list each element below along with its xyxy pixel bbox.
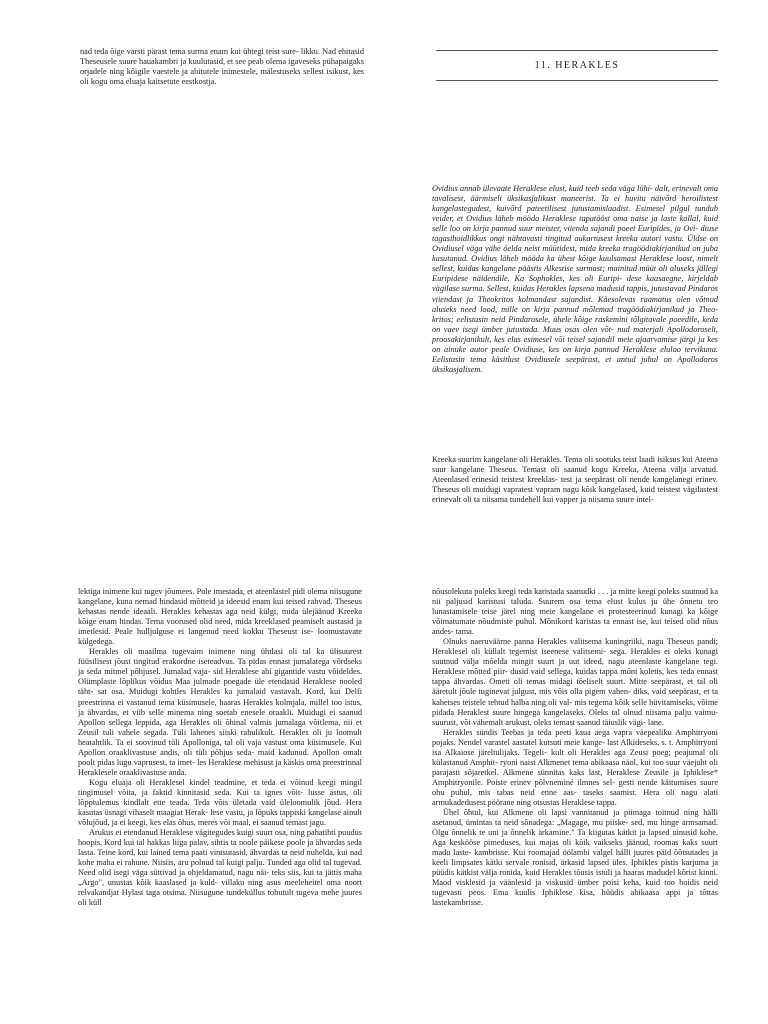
text-line: mööda ka ühest kõige kuulsamast Heraklese loost, nimelt sellest,: [432, 254, 718, 274]
paragraph: [432, 184, 718, 375]
text-line: otsustas Heraklese tappa.: [533, 797, 617, 807]
text-line: on kirja pannud suur meister, viienda sajandi poeet Euripides, ja Ovi-: [462, 224, 699, 234]
text-line: tema käsitlust Ovidiusele seepärast, et antud juhul on Apollodoros: [470, 354, 718, 364]
text-line: ähvardas. Ometi oli temas midagi tõeliselt suurt. Mitte seepärast,: [453, 677, 684, 687]
text-line: kritos; eelistasin neid Pindarosele, ühele kõige raskemini tõlgitavale: [432, 314, 667, 324]
text-line: dalt, erinevalt oma tavalisest, äärmiselt üksikasjalikust maneerist. Ta: [432, 184, 718, 204]
text-line: Ovidiuse, kes on kirja pannud Heraklese eluloo tervikuna. Eelistasin: [432, 344, 718, 364]
text-line: ning hälli asetanud, ümintas ta neid sõnadega: „Magage, mu piiske-: [432, 808, 719, 828]
text-line: ja abitutele inimestele, mälestuseks sellest isikust, kes oli kogu oma: [80, 67, 364, 87]
text-line: nud materjali Apollodoroselt, proosakirjanikult, kes elas esimesel või: [432, 324, 719, 344]
text-line: elust kulus ju ühe õnnetu teo lunastamisele teise järel ning meie: [432, 597, 719, 617]
chapter-intro-italic: [432, 184, 718, 375]
text-line: pahatihti puudus hoopis. Kord kui tal hakkas liiga palav, sihtis ta: [78, 828, 363, 848]
chapter-heading: [436, 46, 718, 82]
text-line: kehastas aga neid külgi, mida ülejäänud Kreeka kõige enam hindas.: [78, 607, 363, 627]
text-line: noole päikese poole ja ähvardas seda lasta. Teine kord, kui lained: [78, 838, 362, 858]
heading-top-rule: [436, 50, 718, 51]
text-line: maid kadunud. Apollon omalt poolt pidas lugu vaprusest, ta imet-: [78, 747, 363, 767]
text-line: otsima. Niisugune tundeküllus tohutult tugeva mehe juures oli küll: [78, 888, 362, 908]
text-line: pistis karjuma ja püüdis kätkist välja ronida, kuid Herakles tõusis: [432, 858, 719, 878]
text-line: olema niisugune kangelane, kuna nemad hindasid mõtteid ja ideesid: [78, 587, 362, 607]
text-line: kolmjala, millel too istus, ja ähvardas, et viib selle minema ning: [78, 697, 362, 717]
text-line: gesti nende käitumises suure ohu puhul, mis tabas neid enne aas-: [432, 777, 719, 797]
text-line: autori vastu. Üldse on Ovidiusel väga vähe öelda neist müütidest,: [432, 234, 718, 254]
paragraph: [78, 778, 362, 828]
text-line: lusse astus, oli lõpptulemus kindlalt ette teada. Teda võis ületada: [78, 787, 362, 807]
text-line: kui majas oli kõik vaikseks jäänud, roomas kaks suurt madu laste-: [432, 838, 718, 858]
text-line: istuli ja haaras madudel kõrist kinni. Maod visklesid ja väänlesid ja: [432, 868, 719, 888]
bottom-right-text-column: [432, 587, 718, 909]
paragraph: [432, 637, 718, 727]
text-line: poeedile, keda on vaev isegi ümber jutustada. Muus osas olen võt-: [432, 314, 718, 334]
text-line: kambrisse. Kui roomajad öölambi valgel hälli juures päid õõtsutades: [474, 848, 710, 858]
text-line: ei huvitu näivõrd heroilistest kangelastegudest, kuivõrd pateetilisest: [432, 194, 718, 214]
bottom-left-text-column: [78, 587, 362, 909]
text-line: lane.: [647, 717, 664, 727]
text-line: ryoni naist Alkmenet tema abikaasa näol, kui too suur väejuht oli: [500, 757, 718, 767]
text-line: aga Herakles oli õhinal valmis jumalaga võitlema, nii et Zeusil tuli: [78, 717, 363, 737]
paragraph: [432, 728, 718, 808]
text-line: diuse tagasihoidlikkus ongi nähtavasti tingitud aukartusest kreeka: [432, 224, 719, 244]
text-line: dese kaasaegne, kirjeldab vägilase surma. Sellest, kuidas Herakles: [432, 274, 718, 294]
text-line: oraaklivastuse anda.: [119, 767, 187, 777]
text-line: kes elas õhus, meres või maal, ei saanud temast jagu.: [149, 818, 326, 828]
text-line: jutustamislaadist. Esimesel pilgul tundub veider, et Ovidius läheb: [432, 204, 718, 224]
text-line: enam kui teised rahvad. Theseus kehastas nende ideaali. Herakles: [78, 597, 362, 617]
text-line: kuulis Iphiklese kisa, hüüdis abikaasa appi ja tõttas lastekambrisse.: [432, 888, 719, 908]
text-line: eluaja kaitsetute eestkostja.: [125, 77, 217, 87]
text-line: üksikasjalisem.: [432, 364, 483, 374]
text-line: vahele segada. Tüli lahenes siiski rahulikult. Herakles oli ju loomult: [117, 727, 362, 737]
text-line: loomustavate külgedega.: [78, 627, 362, 647]
text-line: teisel sajandil meie ajaarvamise järgi ja kes on ainuke autor peale: [432, 334, 719, 354]
text-line: lapsena madusid tappis, jutustavad Pindaros viiendast ja Theokritos: [432, 284, 718, 304]
text-line: dusid vaid sellega, kuidas tappa mõni koletis, kes teda ennast tappa: [432, 667, 719, 687]
text-line: suure hingega kangelaseks. Oleks tal olnud niisama palju vaimu-: [492, 707, 718, 717]
text-line: see peab olema igaveseks pühapaigaks orjadele ning kõigile vaestele: [80, 57, 365, 77]
text-line: mingil tingimusel võita, ja faktid kinnitasid seda. Kui ta ignes võit-: [78, 777, 363, 797]
paragraph: [432, 808, 718, 908]
text-line: Tema voorused olid need, mida kreeklased peamiselt austasid ja: [145, 617, 362, 627]
text-line: Herakles sündis Teebas ja teda peeti kaua aega vapra väepealiku: [443, 727, 672, 737]
text-line: tugevad. Need olid isegi väga süttivad ja ohjeldamatud, nagu näi-: [78, 858, 362, 878]
text-line: suurust, või vähemalt arukust, oleks temast saanud täiuslik vägi-: [432, 717, 646, 727]
text-line: imetlesid. Peale hulljulguse ei langenud need kokku Theseust ise-: [78, 627, 314, 637]
paragraph: [78, 828, 362, 908]
text-line: kolmandast sajandist. Käesolevas raamatus olen võtnud aluseks need: [432, 294, 719, 314]
text-line: kuidas kangelane päästis Alkestise surmast; mainitud müüt oli: [457, 264, 668, 274]
text-line: erinevalt oli ta niisama tundehell kui vapper ja niisama suure intel-: [432, 495, 654, 505]
text-line: Theseus pandi; Heraklesel oli küllalt tegemist iseenese valitsemi-: [432, 637, 718, 657]
text-line: aluseks jällegi Euripidese näidendile. Ka Sophokles, kes oli Euripi-: [432, 264, 719, 284]
text-line: tama.: [455, 627, 474, 637]
heading-bottom-rule: [436, 80, 718, 81]
text-line: taseks saamist. Hera oli nagu alati armukadedusest pöörane ning: [432, 787, 718, 807]
text-line: mis tegema kõik selle hüvitamiseks, võime pidada Heraklest: [432, 697, 718, 717]
text-line: ülisuurest füüsilisest jõust tingitud erakordne iseteadvus. Ta pidas: [78, 647, 362, 667]
text-line: viskusid ümber poisi keha, kuid too hoidis neid tugevasti peos. Ema: [432, 878, 719, 898]
text-line: teks siis, kui ta jättis maha „Argo", unustas kõik kaaslased ja kuld-: [78, 868, 362, 888]
text-line: villaku ning asus meeleheitel oma noort relvakandjat Hylast taga: [78, 878, 362, 898]
right-top-text-column: [432, 455, 718, 505]
text-line: soetab enesele oraakli. Muidugi ei saanud Apollon sellega leppida,: [78, 707, 362, 727]
chapter-title: 11. HERAKLES: [534, 60, 620, 71]
text-line: sega. Herakles ei oleks kunagi suutnud välja mõelda mingit suurt: [432, 647, 718, 667]
text-line: test ja seepärast oli nende kangelanegi erinev. Theseus oli muidugi: [432, 475, 718, 495]
text-line: lood, mille on kirja pannud mõlemad tragöödiakirjanikud ja Theo-: [480, 304, 718, 314]
paragraph: [78, 647, 362, 778]
text-line: tema paati vintsutasid, ähvardas ta neid nuhelda, kui nad kohe maha: [78, 848, 362, 868]
text-line: Kreeka suurim kangelane oli Herakles. Tema oli sootuks teist laadi: [432, 455, 656, 464]
paragraph: [432, 455, 718, 505]
text-line: nõusolekuta poleks keegi teda karistada saanudki . . . ja mitte keegi: [432, 587, 656, 596]
text-line: võidus Maa julmade poegade üle etendasid Heraklese nooled täht-: [78, 677, 362, 697]
text-line: poleks suutnud ka nii paljusid karistusi taluda. Suurem osa tema: [432, 587, 719, 607]
text-line: mööda Heraklese tapatööst oma naise ja laste kallal, kuid selle loo: [432, 214, 718, 234]
text-line: ennast jumalatega võrdseks ja seda mitmel põhjusel. Jumalad vaja-: [78, 657, 362, 677]
text-line: sed, mu hinge armsamad. Olgu õnnelik te uni ja õnnelik ärkamine.": [432, 818, 718, 838]
text-line: lese vastu, ja lõpuks tappiski kangelase ainult võlujõud, ja ei keegi,: [78, 808, 362, 828]
text-line: ja Iphiklese* Amphitryonile. Poiste erinev põlvneminé ilmnes sel-: [432, 767, 718, 787]
text-line: Arukus ei etendanud Heraklese vägitegudes kuigi suurt osa, ning: [89, 828, 305, 838]
text-line: isiksus kui Ateena suur kangelane Theseus. Temast oli saanud kogu: [432, 455, 718, 475]
text-line: mida kreeka tragöödiakirjanikud on juba kasutanud. Ovidius läheb: [432, 244, 718, 264]
text-line: Ta kiigutas kätkit ja lapsed uinusid kohe. Aga keskööse pimeduses,: [432, 828, 718, 848]
text-line: küsimusele. Kui Apollon oraaklivastuse andis, oli tüli põhjus seda-: [78, 737, 362, 757]
text-line: kangelane ei protesteerinud kunagi ka kõige võimatumate nõudmiste: [432, 607, 719, 627]
text-line: ja uut ideed, nagu ateenlaste kangelane tegi. Heraklese mõtted piir-: [432, 657, 718, 677]
paragraph: [80, 47, 364, 87]
text-line: Kogu eluaja oli Heraklesel kindel teadmine, et teda ei võinud keegi: [89, 777, 336, 787]
paragraph: [78, 587, 362, 647]
text-line: sid Heraklese abi gigantide vastu võideldes. Olümplaste lõplikus: [78, 667, 363, 687]
text-line: last Alkideseks, s. t. Amphitryoni isa Alkaiose järeltulijaks. Tegeli-: [432, 737, 718, 757]
text-line: ei rahune. Niisiis, aru polnud tal kuigi palju. Tunded aga olid tal: [116, 858, 332, 868]
text-line: kult oli Herakles aga Zeusi poeg; peajumal oli külastanud Amphit-: [432, 747, 718, 767]
text-line: puhul. Mõnikord karistas ta ennast ise, kui teised olid nõus andes-: [432, 617, 718, 637]
paragraph: [432, 587, 718, 637]
text-line: heatahtlik. Ta ei soovinud tüli Apolloniga, tal oli vaja vastust oma: [78, 737, 305, 747]
text-line: diks, vaid seepärast, et ta kahetses teistele tehtud halba ning oli val-: [432, 687, 719, 707]
text-line: Ovidius annab ülevaate Heraklese elust, kuid teeb seda väga lühi-: [432, 184, 653, 193]
text-line: vapratest vapram nagu kõik kangelased, kuid teistest vägilastest: [503, 485, 718, 495]
text-line: Ühel õhtul, kui Alkmene oli lapsi vannitanud ja piimaga toitnud: [443, 808, 680, 818]
text-line: Delfi preestrinna ei vastanud tema küsimusele, haaras Herakles: [78, 687, 363, 707]
text-line: vaid üleloomulik jõud. Hera kasutas üsnagi vihaselt maagiat Herak-: [78, 797, 362, 818]
text-line: sat osa. Muidugi kohtles Herakles ka jumalaid vastavalt. Kord, kui: [97, 687, 341, 697]
text-line: Amphitryoni pojaks. Nendel varastel aastatel kutsuti meie kange-: [432, 727, 718, 747]
text-line: les Heraklese mehisust ja käskis oma preestrinnal Heraklesele: [78, 757, 362, 777]
text-line: parajasti sõjaretkel. Alkmene sünnitas kaks last, Heraklese Zeusile: [432, 767, 669, 777]
text-line: lektiga inimene kui tugev jõumees. Pole imestada, et ateenlastel pidi: [78, 587, 306, 596]
text-line: Herakles oli maailma tugevaim inimene ning ühtlasi oli tal ka: [89, 647, 325, 657]
top-left-text-column: [80, 47, 364, 87]
text-line: et tal oli ääretult jõule tuginevat julgust, mis võis olla pigem vahen-: [432, 677, 718, 697]
text-line: ja keeli limpsates kätki servale ronisid, ärkasid lapsed üles. Iphikles: [432, 848, 718, 868]
text-line: nad teda õige varsti pärast tema surma enam kui ühtegi teist sure-: [80, 47, 299, 56]
text-line: Olnuks naeruväärne panna Herakles valitsema kuningriiki, nagu: [443, 637, 664, 647]
text-line: likku. Nad ehitasid Theseusele suure hauakambri ja kuulutasid, et: [80, 47, 364, 67]
text-line: Kreeka, Ateena välja arvatud. Ateenlased erinesid teistest kreeklas-: [432, 465, 719, 485]
